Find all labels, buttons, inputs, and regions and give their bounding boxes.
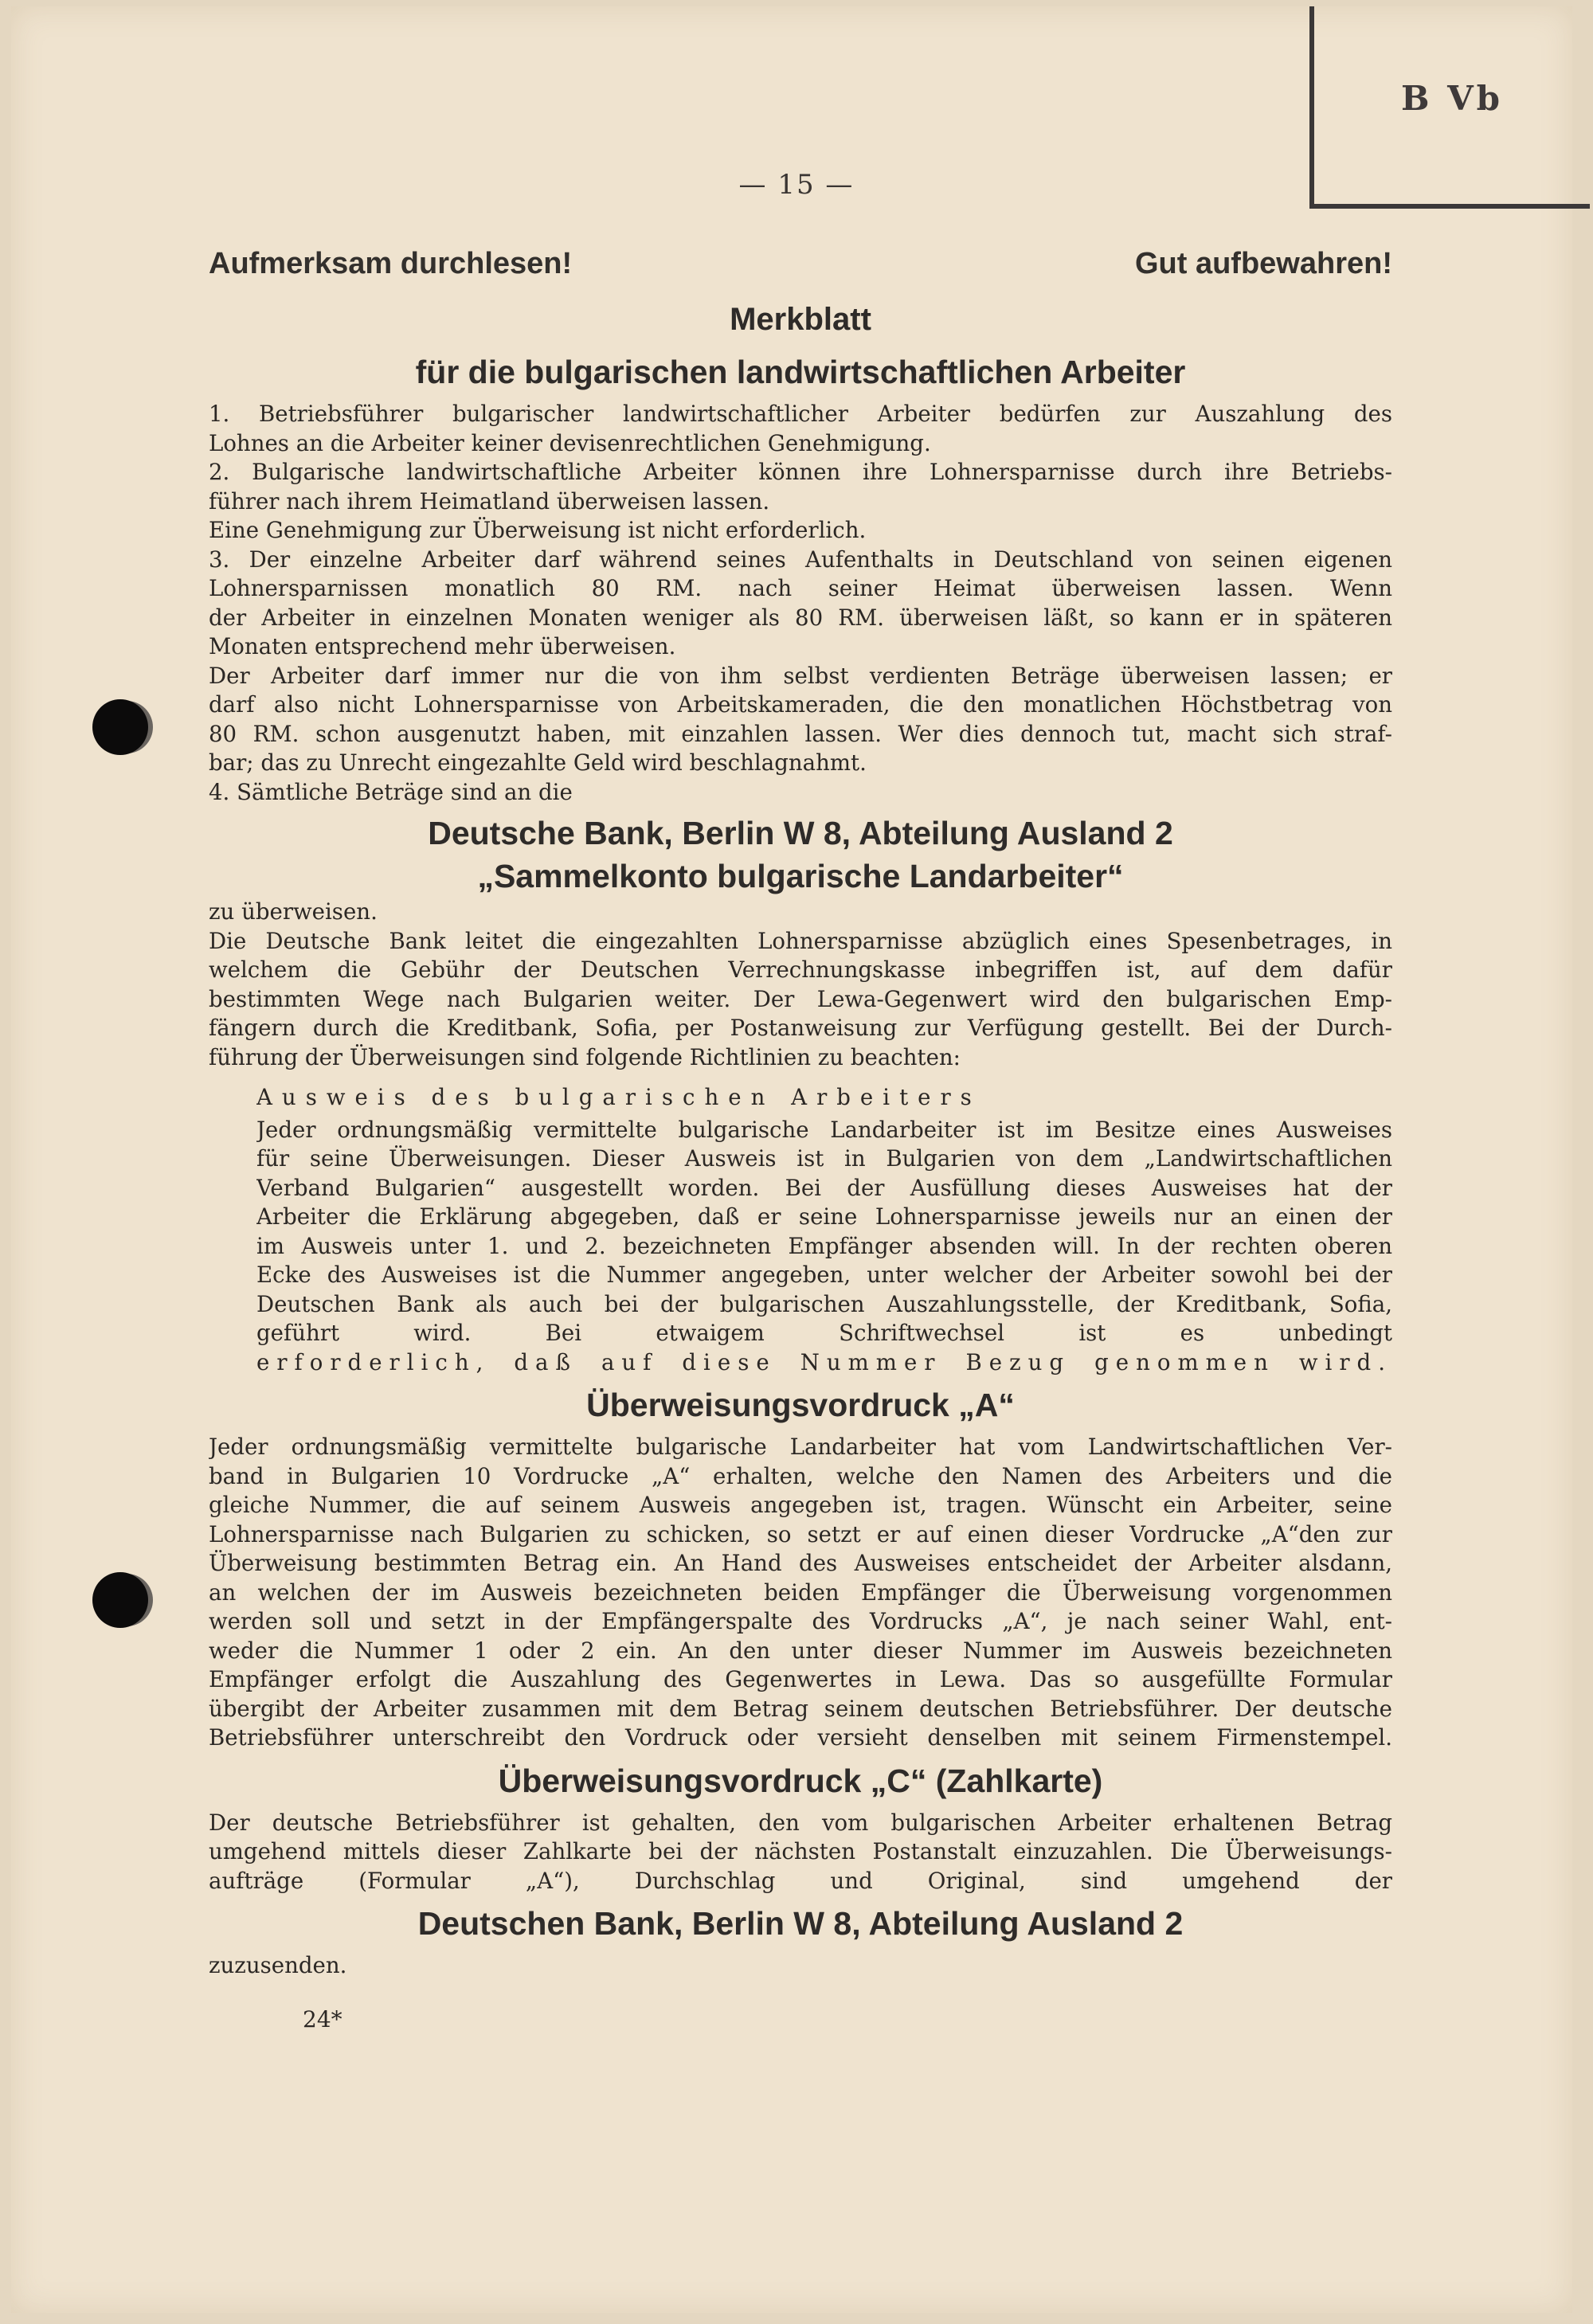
- text-line: Lohnes an die Arbeiter keiner devisenrechtlichen Genehmigung.: [209, 429, 931, 456]
- document-subtitle: für die bulgarischen landwirtschaftlichen Arbeiter: [415, 354, 1186, 390]
- text-line: umgehend mittels dieser Zahlkarte bei der nächsten Postanstalt einzuzahlen. Die Überweisungs-: [209, 1838, 1392, 1864]
- document-body: [209, 247, 1392, 2033]
- text-line: geführt wird. Bei etwaigem Schriftwechsel ist es unbedingt: [256, 1320, 1392, 1346]
- document-title: Merkblatt: [730, 302, 871, 337]
- text-line: Überweisung bestimmten Betrag ein. An Hand des Ausweises entscheidet der Arbeiter alsdann,: [209, 1550, 1392, 1576]
- text-line: welchem die Gebühr der Deutschen Verrechnungskasse inbegriffen ist, auf dem dafür: [209, 957, 1392, 983]
- text-line: Ecke des Ausweises ist die Nummer angegeben, unter welcher der Arbeiter sowohl bei der: [256, 1262, 1392, 1288]
- text-line: Eine Genehmigung zur Überweisung ist nicht erforderlich.: [209, 517, 867, 543]
- text-line: Monaten entsprechend mehr überweisen.: [209, 633, 676, 659]
- footnote-marker: 24*: [303, 2005, 342, 2033]
- text-line: darf also nicht Lohnersparnisse von Arbeitskameraden, die den monatlichen Höchstbetrag von: [209, 691, 1392, 718]
- intro-section: [209, 400, 1392, 807]
- text-line: 4. Sämtliche Beträge sind an die: [209, 778, 573, 805]
- classification-stamp: B Vb: [1400, 78, 1504, 118]
- text-line: zu überweisen.: [209, 898, 378, 925]
- ausweis-heading: Ausweis des bulgarischen Arbeiters: [256, 1084, 981, 1110]
- text-line: bar; das zu Unrecht eingezahlte Geld wird beschlagnahmt.: [209, 749, 867, 776]
- text-line: Die Deutsche Bank leitet die eingezahlten Lohnersparnisse abzüglich eines Spesenbetrages, in: [209, 927, 1392, 954]
- section-a-heading: Überweisungsvordruck „A“: [586, 1387, 1015, 1423]
- text-line: gleiche Nummer, die auf seinem Ausweis angegeben ist, tragen. Wünscht ein Arbeiter, seine: [209, 1492, 1392, 1518]
- text-line: werden soll und setzt in der Empfängerspalte des Vordrucks „A“, je nach seiner Wahl, ent-: [209, 1608, 1392, 1634]
- ausweis-section: [256, 1083, 1392, 1377]
- text-line: Jeder ordnungsmäßig vermittelte bulgarische Landarbeiter hat vom Landwirtschaftlichen Ver-: [209, 1434, 1392, 1460]
- bank-address: Deutsche Bank, Berlin W 8, Abteilung Ausland 2: [428, 815, 1173, 851]
- closing-line: zuzusenden.: [209, 1952, 347, 1978]
- text-line: 1. Betriebsführer bulgarischer landwirtschaftlicher Arbeiter bedürfen zur Auszahlung des: [209, 401, 1392, 427]
- transfer-section: [209, 898, 1392, 1072]
- section-c: [209, 1809, 1392, 1896]
- text-line: Lohnersparnissen monatlich 80 RM. nach seiner Heimat überweisen lassen. Wenn: [209, 575, 1392, 601]
- account-name: „Sammelkonto bulgarische Landarbeiter“: [477, 858, 1124, 894]
- header-row: [209, 247, 1392, 291]
- section-a: [209, 1433, 1392, 1753]
- text-line: Betriebsführer unterschreibt den Vordruck oder versieht denselben mit seinem Firmenstempel.: [209, 1724, 1392, 1751]
- text-line: Jeder ordnungsmäßig vermittelte bulgarische Landarbeiter ist im Besitze eines Ausweises: [256, 1116, 1392, 1143]
- text-line: Deutschen Bank als auch bei der bulgarischen Auszahlungsstelle, der Kreditbank, Sofia,: [256, 1290, 1392, 1317]
- text-line: im Ausweis unter 1. und 2. bezeichneten Empfänger absenden will. In der rechten oberen: [256, 1232, 1392, 1259]
- text-line: Empfänger erfolgt die Auszahlung des Gegenwertes in Lewa. Das so ausgefüllte Formular: [209, 1666, 1392, 1692]
- text-line: Verband Bulgarien“ ausgestellt worden. Bei der Ausfüllung dieses Ausweises hat der: [256, 1174, 1392, 1201]
- text-line: 80 RM. schon ausgenutzt haben, mit einzahlen lassen. Wer dies dennoch tut, macht sich straf-: [209, 720, 1392, 747]
- final-bank-address: Deutschen Bank, Berlin W 8, Abteilung Ausland 2: [417, 1905, 1184, 1942]
- header-keep-safe: Gut aufbewahren!: [1134, 247, 1392, 280]
- header-read-carefully: Aufmerksam durchlesen!: [209, 247, 573, 280]
- page-number: — 15 —: [738, 169, 855, 201]
- section-c-heading: Überweisungsvordruck „C“ (Zahlkarte): [498, 1762, 1103, 1799]
- text-line: erforderlich, daß auf diese Nummer Bezug genommen wird.: [256, 1348, 1392, 1375]
- text-line: Lohnersparnisse nach Bulgarien zu schicken, so setzt er auf einen dieser Vordrucke „A“den zur: [209, 1520, 1392, 1547]
- text-line: weder die Nummer 1 oder 2 ein. An den unter dieser Nummer im Ausweis bezeichneten: [209, 1637, 1392, 1664]
- text-line: fängern durch die Kreditbank, Sofia, per Postanweisung zur Verfügung gestellt. Bei der Durch-: [209, 1015, 1392, 1041]
- text-line: Der Arbeiter darf immer nur die von ihm selbst verdienten Beträge überweisen lassen; er: [209, 662, 1392, 689]
- text-line: 3. Der einzelne Arbeiter darf während seines Aufenthalts in Deutschland von seinen eigenen: [209, 546, 1392, 573]
- text-line: für seine Überweisungen. Dieser Ausweis ist in Bulgarien von dem „Landwirtschaftlichen: [256, 1145, 1392, 1172]
- text-line: an welchen der im Ausweis bezeichneten beiden Empfänger die Überweisung vorgenommen: [209, 1579, 1392, 1606]
- text-line: Arbeiter die Erklärung abgegeben, daß er seine Lohnersparnisse jeweils nur an einen der: [256, 1203, 1392, 1230]
- text-line: der Arbeiter in einzelnen Monaten weniger als 80 RM. überweisen läßt, so kann er in späteren: [209, 604, 1392, 631]
- punch-hole-top: [92, 699, 148, 755]
- text-line: band in Bulgarien 10 Vordrucke „A“ erhalten, welche den Namen des Arbeiters und die: [209, 1462, 1392, 1489]
- text-line: aufträge (Formular „A“), Durchschlag und Original, sind umgehend der: [209, 1867, 1392, 1894]
- punch-hole-bottom: [92, 1572, 148, 1628]
- text-line: Der deutsche Betriebsführer ist gehalten, den vom bulgarischen Arbeiter erhaltenen Betrag: [209, 1809, 1392, 1836]
- text-line: führer nach ihrem Heimatland überweisen lassen.: [209, 487, 770, 514]
- text-line: bestimmten Wege nach Bulgarien weiter. Der Lewa-Gegenwert wird den bulgarischen Emp-: [209, 985, 1392, 1012]
- text-line: übergibt der Arbeiter zusammen mit dem Betrag seinem deutschen Betriebsführer. Der deutsche: [209, 1695, 1392, 1722]
- text-line: 2. Bulgarische landwirtschaftliche Arbeiter können ihre Lohnersparnisse durch ihre Betriebs-: [209, 459, 1392, 485]
- text-line: führung der Überweisungen sind folgende Richtlinien zu beachten:: [209, 1043, 961, 1070]
